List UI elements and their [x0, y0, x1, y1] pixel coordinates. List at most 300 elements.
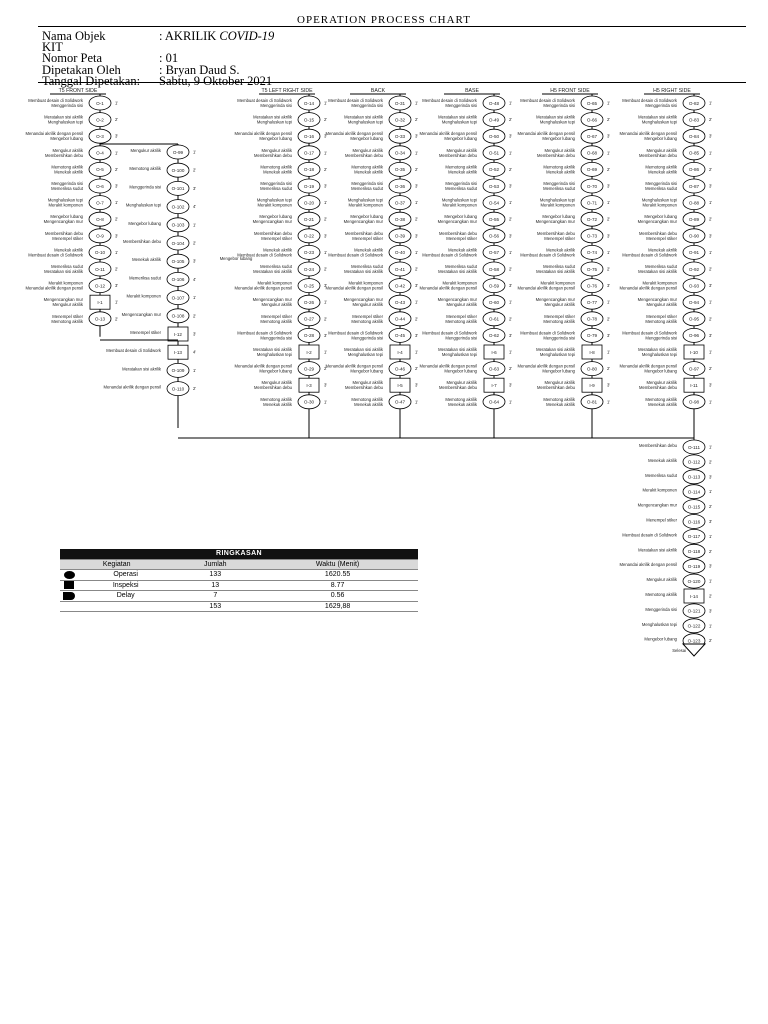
step-time: 2' [709, 366, 713, 372]
step-caption: Mengebor lubang [444, 214, 477, 220]
step-caption: Menghaluskan tepi [347, 197, 383, 203]
step-caption: Meratakan sisi akrilik [438, 114, 477, 120]
step-time: 3' [415, 133, 419, 139]
step-time: 2' [324, 117, 328, 123]
step-caption: Menggerinda sisi [129, 184, 161, 190]
step-time: 3' [607, 283, 611, 289]
operation-label: O-31 [394, 100, 406, 106]
operation-label: O-13 [94, 316, 106, 322]
step-caption: Menghaluskan tepi [539, 197, 575, 203]
step-caption: Membersihkan debu [439, 152, 477, 158]
step-time: 1' [415, 299, 419, 305]
step-caption: Mengencangkan mur [535, 297, 575, 303]
step-time: 3' [509, 283, 513, 289]
summary-row-inspection [60, 580, 418, 591]
step-caption: Memotong akrilik [645, 318, 677, 324]
step-caption: Membuat desain di Solidwork [622, 330, 677, 336]
step-caption: Menggerinda sisi [645, 335, 677, 341]
step-caption: Mengebor lubang [644, 136, 677, 142]
step-time: 2' [509, 266, 513, 272]
step-caption: Meratakan sisi akrilik [638, 347, 677, 352]
step-time: 2' [415, 266, 419, 272]
step-caption: Menandai akrilik dengan pensil [517, 285, 575, 291]
step-caption: Memeriksa sudut [351, 186, 383, 191]
operation-label: O-102 [171, 204, 185, 210]
step-caption: Membuat desain di Solidwork [237, 330, 292, 336]
step-time: 1' [115, 100, 119, 106]
operation-label: O-55 [488, 217, 500, 222]
operation-label: O-30 [303, 399, 315, 405]
step-caption: Menandai akrilik dengan pensil [325, 363, 383, 369]
operation-label: O-8 [96, 217, 104, 222]
step-time: 2' [709, 117, 713, 123]
step-caption: Memotong akrilik [260, 164, 292, 170]
operation-label: O-89 [688, 217, 700, 222]
operation-label: O-77 [586, 300, 598, 305]
step-caption: Membuat desain di Solidwork [106, 348, 161, 354]
operation-label: O-57 [488, 250, 500, 256]
operation-label: O-69 [586, 167, 598, 173]
field-label: Nomor Peta [42, 51, 103, 66]
step-time: 2' [709, 504, 713, 510]
operation-label: O-42 [394, 283, 406, 289]
step-caption: Menandai akrilik dengan pensil [619, 285, 677, 291]
step-caption: Menggerinda sisi [645, 606, 677, 612]
step-time: 1' [709, 444, 713, 450]
step-time: 2' [415, 366, 419, 372]
step-caption: Menggerinda sisi [543, 181, 575, 186]
column-header: H5 RIGHT SIDE [653, 88, 691, 94]
step-caption: Mengebor lubang [350, 214, 383, 220]
step-caption: Mengukur akrilik [261, 302, 292, 308]
inspection-label: I-12 [174, 331, 182, 337]
field-value: : AKRILIK COVID-19 [159, 29, 275, 43]
step-caption: Menggerinda sisi [543, 335, 575, 341]
operation-label: O-40 [394, 250, 406, 256]
step-caption: Mengebor lubang [644, 368, 677, 374]
step-time: 1' [415, 200, 419, 206]
step-caption: Membersihkan debu [439, 385, 477, 391]
step-caption: Menempel stiker [446, 235, 477, 241]
step-caption: Memeriksa sudut [260, 186, 292, 191]
step-time: 1' [709, 200, 713, 206]
step-time: 1' [324, 349, 328, 355]
step-time: 1' [115, 299, 119, 305]
step-caption: Mengebor lubang [128, 220, 161, 226]
step-caption: Meratakan sisi akrilik [344, 347, 383, 352]
step-caption: Mengebor lubang [444, 136, 477, 142]
step-caption: Merakit komponen [348, 280, 383, 286]
step-time: 3' [509, 133, 513, 139]
step-caption: Meratakan sisi akrilik [536, 347, 575, 352]
step-caption: Menempel stiker [130, 330, 161, 335]
operation-label: O-113 [687, 474, 701, 480]
field-value: Sabtu, 9 Oktober 2021 [159, 73, 273, 88]
step-time: 1' [709, 578, 713, 584]
step-caption: Menandai akrilik dengan pensil [517, 363, 575, 369]
step-caption: Menghaluskan tepi [347, 352, 383, 357]
step-caption: Menggerinda sisi [351, 103, 383, 108]
step-caption: Meratakan sisi akrilik [253, 347, 292, 352]
step-time: 1' [607, 100, 611, 106]
operation-label: O-93 [688, 283, 700, 289]
step-caption: Menekuk akrilik [648, 457, 677, 463]
operation-label: O-96 [688, 333, 700, 339]
step-caption: Membersihkan debu [537, 230, 575, 236]
operation-label: O-16 [303, 134, 315, 139]
step-caption: Memotong akrilik [351, 396, 383, 402]
step-caption: Menghaluskan tepi [47, 197, 83, 203]
step-caption: Menandai akrilik dengan pensil [419, 285, 477, 291]
step-caption: Membuat desain di Solidwork [520, 252, 575, 258]
operation-label: O-14 [303, 100, 315, 106]
step-time: 2' [324, 266, 328, 272]
step-caption: Membuat desain di Solidwork [520, 330, 575, 336]
step-caption: Meratakan sisi akrilik [438, 269, 477, 274]
field-label: Tanggal Dipetakan: [42, 73, 141, 88]
step-time: 2' [115, 316, 119, 322]
step-caption: Menghaluskan tepi [47, 119, 83, 125]
operation-label: O-99 [172, 149, 184, 155]
operation-label: O-71 [586, 200, 598, 206]
step-caption: Merakit komponen [540, 280, 575, 286]
inspection-label: I-4 [397, 349, 403, 355]
step-time: 3' [193, 185, 197, 191]
step-time: 1' [324, 150, 328, 156]
step-caption: Menekuk akrilik [648, 401, 677, 407]
step-caption: Menekuk akrilik [354, 401, 383, 407]
operation-label: O-111 [687, 444, 701, 450]
step-caption: Menempel stiker [261, 313, 292, 319]
step-time: 2' [509, 316, 513, 322]
inspection-label: I-14 [690, 593, 698, 599]
step-caption: Memeriksa sudut [260, 264, 292, 269]
step-caption: Mengencangkan mur [437, 297, 477, 303]
operation-label: O-105 [171, 259, 185, 264]
step-caption: Membuat desain di Solidwork [520, 98, 575, 103]
step-time: 1' [415, 249, 419, 255]
step-caption: Mengukur akrilik [130, 148, 161, 153]
step-caption: Menghaluskan tepi [441, 197, 477, 203]
step-caption: Meratakan sisi akrilik [638, 114, 677, 120]
step-caption: Memeriksa sudut [645, 186, 677, 191]
operation-label: O-29 [303, 366, 315, 372]
step-time: 2' [415, 166, 419, 172]
operation-label: O-122 [687, 623, 701, 629]
step-time: 2' [324, 216, 328, 222]
operation-label: O-11 [95, 266, 105, 272]
operation-label: O-49 [488, 117, 500, 123]
step-caption: Mengencangkan mur [637, 502, 677, 508]
operation-label: O-104 [171, 240, 185, 246]
step-time: 1' [709, 399, 713, 405]
step-caption: Membersihkan debu [345, 385, 383, 391]
step-caption: Meratakan sisi akrilik [44, 114, 83, 120]
step-caption: Menghaluskan tepi [641, 119, 677, 125]
step-time: 3' [607, 233, 611, 239]
operation-label: O-76 [586, 283, 598, 289]
operation-label: O-21 [303, 217, 315, 222]
step-caption: Menandai akrilik dengan pensil [619, 131, 677, 137]
step-time: 1' [509, 150, 513, 156]
summary-kind: Operasi [78, 570, 173, 581]
step-caption: Menekuk akrilik [354, 169, 383, 175]
step-time: 1' [115, 150, 119, 156]
operation-label: O-80 [586, 366, 598, 372]
step-time: 3' [509, 183, 513, 189]
step-caption: Menekuk akrilik [263, 247, 292, 253]
step-time: 2' [509, 166, 513, 172]
inspection-label: I-7 [491, 383, 497, 388]
step-caption: Membersihkan debu [45, 152, 83, 158]
step-time: 3' [115, 183, 119, 189]
step-time: 1' [509, 399, 513, 405]
operation-label: O-33 [394, 134, 406, 139]
step-caption: Meratakan sisi akrilik [253, 114, 292, 120]
step-caption: Menggerinda sisi [645, 103, 677, 108]
step-time: 2' [415, 117, 419, 123]
operation-label: O-7 [96, 200, 104, 206]
step-time: 3' [324, 332, 328, 338]
operation-label: O-85 [688, 150, 700, 156]
step-time: 3' [115, 283, 119, 289]
step-caption: Menekuk akrilik [132, 257, 161, 263]
column-header: H5 FRONT SIDE [550, 88, 590, 94]
inspection-label: I-1 [97, 300, 103, 305]
step-time: 1' [607, 299, 611, 305]
operation-label: O-65 [586, 100, 598, 106]
step-time: 1' [509, 200, 513, 206]
step-time: 3' [115, 233, 119, 239]
step-caption: Membuat desain di Solidwork [422, 330, 477, 336]
operation-label: O-87 [688, 183, 700, 189]
step-caption: Mengebor lubang [219, 256, 253, 261]
step-caption: Menempel stiker [52, 313, 83, 319]
step-caption: Menempel stiker [646, 517, 677, 523]
step-caption: Merakit komponen [642, 280, 677, 286]
operation-label: O-38 [394, 217, 406, 222]
step-time: 3' [607, 133, 611, 139]
operation-label: O-68 [586, 150, 598, 156]
step-time: 3' [607, 332, 611, 338]
step-caption: Membersihkan debu [537, 152, 575, 158]
step-time: 2' [709, 316, 713, 322]
step-caption: Menempel stiker [352, 235, 383, 241]
operation-label: O-114 [687, 489, 701, 495]
step-caption: Membersihkan debu [439, 230, 477, 236]
step-caption: Mengebor lubang [259, 214, 292, 220]
step-time: 1' [709, 100, 713, 106]
step-time: 2' [607, 266, 611, 272]
column-header: BACK [370, 88, 386, 94]
step-caption: Memotong akrilik [51, 318, 83, 324]
summary-col-count: Jumlah [173, 559, 257, 570]
step-caption: Mengukur akrilik [352, 302, 383, 308]
operation-label: O-110 [171, 386, 185, 392]
step-caption: Mengebor lubang [259, 368, 292, 374]
step-caption: Memotong akrilik [260, 396, 292, 402]
step-time: 2' [115, 117, 119, 123]
step-caption: Memotong akrilik [543, 164, 575, 170]
step-time: 3' [709, 133, 713, 139]
step-caption: Mengukur akrilik [646, 380, 677, 386]
step-caption: Membersihkan debu [537, 385, 575, 391]
step-time: 4' [193, 204, 197, 210]
step-time: 3' [709, 283, 713, 289]
summary-table [60, 549, 418, 612]
step-time: 3' [607, 183, 611, 189]
operation-label: O-106 [171, 277, 185, 283]
step-time: 3' [415, 233, 419, 239]
summary-total-time: 1629,88 [257, 601, 418, 612]
step-caption: Menandai akrilik dengan pensil [25, 285, 83, 291]
step-caption: Menggerinda sisi [51, 181, 83, 186]
step-caption: Menghaluskan tepi [256, 197, 292, 203]
step-caption: Mengebor lubang [644, 214, 677, 220]
step-caption: Menempel stiker [544, 235, 575, 241]
step-caption: Menghaluskan tepi [641, 197, 677, 203]
operation-label: O-91 [688, 250, 700, 256]
operation-label: O-86 [688, 167, 700, 173]
step-caption: Menempel stiker [446, 313, 477, 319]
step-caption: Memotong akrilik [260, 318, 292, 324]
step-caption: Membuat desain di Solidwork [622, 252, 677, 258]
step-time: 2' [415, 216, 419, 222]
operation-label: O-98 [688, 399, 700, 405]
operation-label: O-25 [303, 283, 315, 289]
operation-label: O-12 [94, 283, 106, 289]
delay-symbol-icon [63, 592, 75, 600]
operation-label: O-95 [688, 316, 700, 322]
step-time: 1' [709, 349, 713, 355]
step-caption: Membuat desain di Solidwork [328, 98, 383, 103]
step-time: 1' [193, 222, 197, 228]
step-time: 1' [607, 200, 611, 206]
step-time: 3' [415, 332, 419, 338]
step-caption: Membersihkan debu [254, 385, 292, 391]
step-caption: Memotong akrilik [445, 164, 477, 170]
step-caption: Mengencangkan mur [637, 297, 677, 303]
operation-label: O-115 [687, 504, 701, 510]
step-caption: Merakit komponen [642, 202, 677, 208]
operation-label: O-90 [688, 233, 700, 239]
step-caption: Memeriksa sudut [543, 264, 575, 269]
step-caption: Membuat desain di Solidwork [422, 252, 477, 258]
summary-row-total [60, 601, 418, 612]
step-time: 1' [607, 399, 611, 405]
field-value: : Bryan Daud S. [159, 62, 240, 77]
step-caption: Mengebor lubang [259, 136, 292, 142]
step-caption: Menekuk akrilik [54, 169, 83, 175]
step-time: 3' [709, 332, 713, 338]
step-caption: Merakit komponen [48, 280, 83, 286]
step-caption: Meratakan sisi akrilik [638, 547, 677, 553]
step-caption: Merakit komponen [257, 280, 292, 286]
operation-label: O-121 [687, 608, 701, 614]
inspection-label: I-13 [174, 350, 182, 355]
step-caption: Memeriksa sudut [129, 275, 161, 281]
step-caption: Menekuk akrilik [546, 169, 575, 175]
step-caption: Memeriksa sudut [51, 186, 83, 191]
operation-label: O-19 [303, 183, 315, 189]
step-time: 1' [115, 249, 119, 255]
operation-label: O-47 [394, 399, 406, 405]
step-time: 2' [115, 166, 119, 172]
step-time: 2' [193, 240, 197, 246]
step-caption: Memeriksa sudut [445, 264, 477, 269]
step-time: 1' [709, 299, 713, 305]
step-caption: Menghaluskan tepi [256, 119, 292, 125]
operation-label: O-101 [171, 186, 185, 192]
step-caption: Memotong akrilik [445, 318, 477, 324]
step-caption: Menandai akrilik dengan pensil [619, 363, 677, 369]
step-caption: Menggerinda sisi [260, 103, 292, 108]
step-caption: Mengukur akrilik [261, 147, 292, 153]
step-caption: Menghaluskan tepi [441, 119, 477, 125]
operation-label: O-54 [488, 200, 500, 206]
summary-time: 8.77 [257, 580, 418, 591]
step-caption: Meratakan sisi akrilik [638, 269, 677, 274]
operation-label: O-100 [171, 168, 185, 173]
operation-label: O-35 [394, 167, 406, 173]
operation-label: O-107 [171, 295, 185, 301]
operation-label: O-83 [688, 117, 700, 123]
step-time: 2' [115, 266, 119, 272]
step-time: 1' [607, 349, 611, 355]
step-caption: Meratakan sisi akrilik [344, 114, 383, 120]
operation-label: O-9 [96, 233, 104, 239]
step-caption: Meratakan sisi akrilik [344, 269, 383, 274]
inspection-label: I-3 [306, 383, 312, 388]
step-time: 3' [415, 183, 419, 189]
step-caption: Membersihkan debu [254, 230, 292, 236]
step-caption: Menandai akrilik dengan pensil [234, 285, 292, 291]
operation-label: O-50 [488, 134, 500, 139]
operation-label: O-10 [94, 250, 106, 256]
step-caption: Mengukur akrilik [544, 147, 575, 153]
operation-label: O-79 [586, 333, 598, 339]
column-header: T5 FRONT SIDE [58, 88, 98, 94]
step-time: 2' [607, 316, 611, 322]
step-time: 3' [193, 331, 197, 337]
inspection-label: I-8 [589, 349, 595, 355]
operation-label: O-24 [303, 266, 315, 272]
inspection-label: I-6 [491, 349, 497, 355]
step-caption: Mengukur akrilik [446, 147, 477, 153]
operation-label: O-112 [687, 459, 701, 465]
step-caption: Membersihkan debu [345, 152, 383, 158]
step-caption: Menekuk akrilik [648, 247, 677, 253]
operation-label: O-74 [586, 250, 598, 256]
step-caption: Mengukur akrilik [646, 302, 677, 308]
step-caption: Menghaluskan tepi [441, 352, 477, 357]
summary-count: 7 [173, 591, 257, 602]
step-time: 3' [709, 382, 713, 388]
step-time: 1' [324, 100, 328, 106]
step-time: 3' [324, 283, 328, 289]
step-caption: Memeriksa sudut [543, 186, 575, 191]
step-time: 3' [324, 183, 328, 189]
step-time: 3' [509, 233, 513, 239]
step-caption: Mengukur akrilik [261, 380, 292, 386]
operation-label: O-63 [488, 366, 500, 372]
summary-kind: Inspeksi [78, 580, 173, 591]
operation-label: O-94 [688, 300, 700, 305]
step-caption: Mengukur akrilik [352, 147, 383, 153]
step-caption: Menghaluskan tepi [539, 119, 575, 125]
operation-label: O-45 [394, 333, 406, 339]
summary-col-time: Waktu (Menit) [257, 559, 418, 570]
